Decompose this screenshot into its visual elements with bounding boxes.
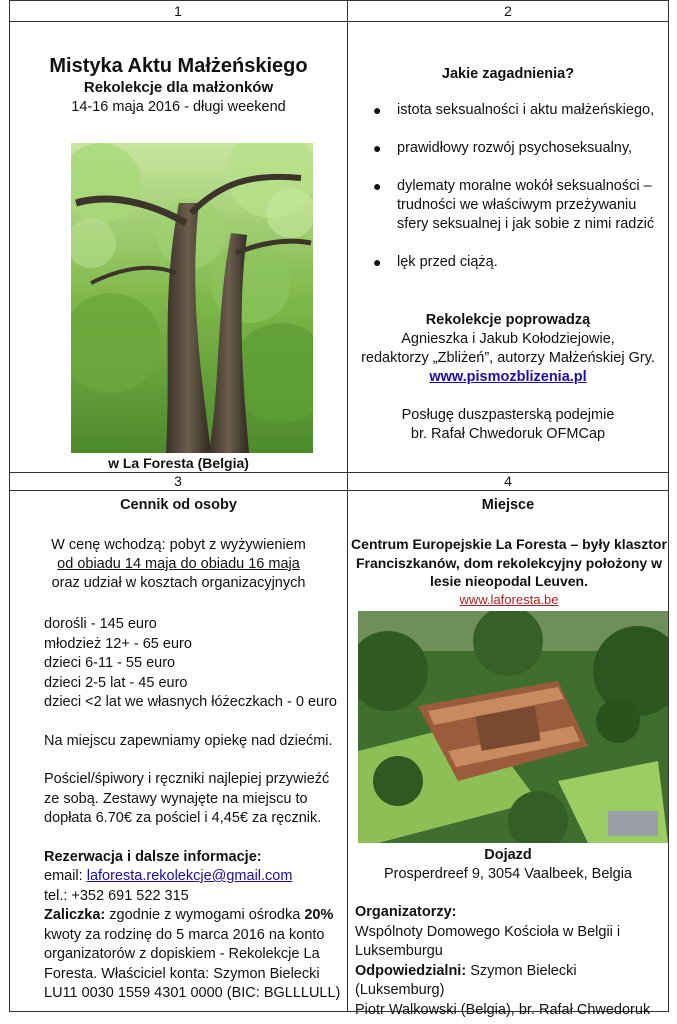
responsible-line-1: Odpowiedzialni: Szymon Bielecki (Luksemburg): [355, 962, 577, 998]
forest-photo-illustration: [71, 143, 313, 453]
list-item: dzieci 6-11 - 55 euro: [44, 655, 176, 671]
topics-list: [367, 101, 663, 291]
organizers-heading: Organizatorzy:: [355, 904, 457, 920]
row-header-line-2: [9, 490, 669, 491]
list-item: młodzież 12+ - 65 euro: [44, 635, 192, 652]
retreat-title: Mistyka Aktu Małżeńskiego: [49, 55, 308, 77]
venue-name: Centrum Europejskie La Foresta – były klasztor Franciszkanów, dom rekolekcyjny położony w lesie nieopodal Leuven.: [351, 536, 667, 589]
pricing-list: [44, 615, 344, 1004]
list-item: dorośli - 145 euro: [44, 616, 157, 632]
pastoral-line-1: Posługę duszpasterską podejmie: [401, 407, 615, 423]
pastoral-line-2: br. Rafał Chwedoruk OFMCap: [410, 426, 606, 442]
retreat-location: w La Foresta (Belgia): [108, 455, 249, 471]
directions-block: [348, 846, 668, 884]
laforesta-website-link[interactable]: www.laforesta.be: [459, 591, 559, 607]
table-border-right: [668, 0, 669, 1012]
pricing-intro-line-1: W cenę wchodzą: pobyt z wyżywieniem: [51, 537, 306, 553]
bullet-icon: ●: [373, 254, 382, 270]
reservation-heading: Rezerwacja i dalsze informacje:: [44, 848, 262, 865]
phone-line: tel.: +352 691 522 315: [44, 887, 189, 904]
list-item: dzieci <2 lat we własnych łóżeczkach - 0 euro: [44, 694, 337, 710]
pricing-intro-line-3: oraz udział w kosztach organizacyjnych: [51, 575, 306, 591]
leaders-names: Agnieszka i Jakub Kołodziejowie,: [401, 331, 615, 347]
retreat-subtitle: Rekolekcje dla małżonków: [83, 79, 274, 96]
zblizenia-website-link[interactable]: www.pismozblizenia.pl: [429, 369, 587, 385]
retreat-dates: 14-16 maja 2016 - długi weekend: [71, 99, 286, 115]
venue-address: Prosperdreef 9, 3054 Vaalbeek, Belgia: [383, 866, 632, 882]
leaders-block: [348, 311, 668, 444]
responsible-line-2: Piotr Walkowski (Belgia), br. Rafał Chwedoruk: [355, 1001, 651, 1018]
email-link[interactable]: laforesta.rekolekcje@gmail.com: [86, 868, 293, 884]
organizers-names: Wspólnoty Domowego Kościoła w Belgii i Luksemburgu: [355, 923, 621, 959]
leaders-role: redaktorzy „Zbliżeń”, autorzy Małżeńskiej Gry.: [361, 350, 655, 366]
row-header-line-1: [9, 21, 669, 22]
cell-number-1: 1: [174, 3, 182, 19]
leaders-heading: Rekolekcje poprowadzą: [425, 312, 591, 328]
bullet-icon: ●: [373, 178, 382, 194]
pricing-intro: [10, 536, 347, 593]
poster-table: [9, 0, 669, 1018]
list-item: ● lęk przed ciążą.: [373, 254, 498, 270]
aerial-photo-illustration: [358, 611, 668, 843]
pricing-heading: Cennik od osoby: [120, 497, 237, 513]
deposit-info: Zaliczka: zgodnie z wymogami ośrodka 20% kwoty za rodzinę do 5 marca 2016 na konto organizatorów z dopiskiem - Rekolekcje La Foresta. Właściciel konta: Szymon Bielecki LU11 0030 1559 4301 0000 (BIC: BGLLLULL): [44, 907, 341, 1001]
venue-heading: Miejsce: [481, 497, 535, 513]
bullet-icon: ●: [373, 102, 382, 118]
list-item: ● istota seksualności i aktu małżeńskiego,: [373, 102, 655, 118]
organizers-block: [355, 903, 667, 1020]
list-item: ● dylematy moralne wokół seksualności – trudności we właściwym przeżywaniu sfery seksualnej i jak sobie z nimi radzić: [373, 178, 655, 232]
pricing-intro-line-2: od obiadu 14 maja do obiadu 16 maja: [57, 556, 300, 572]
aerial-monastery-photo: [358, 611, 668, 843]
bullet-icon: ●: [373, 140, 382, 156]
email-line: email: laforesta.rekolekcje@gmail.com: [44, 868, 293, 884]
topics-heading: Jakie zagadnienia?: [441, 66, 575, 82]
list-item: ● prawidłowy rozwój psychoseksualny,: [373, 140, 633, 156]
childcare-note: Na miejscu zapewniamy opiekę nad dziećmi.: [44, 732, 333, 749]
cell-number-2: 2: [504, 3, 512, 19]
cell-number-4: 4: [504, 473, 512, 489]
bedding-note: Pościel/śpiwory i ręczniki najlepiej przywieźć ze sobą. Zestawy wynajęte na miejscu to dopłata 6.70€ za pościel i 4,45€ za ręcznik.: [44, 771, 330, 826]
cell-1-retreat-intro: [10, 54, 347, 117]
list-item: dzieci 2-5 lat - 45 euro: [44, 674, 188, 691]
venue-description: [351, 535, 667, 609]
forest-trees-photo: [71, 143, 313, 453]
cell-number-3: 3: [174, 473, 182, 489]
directions-heading: Dojazd: [484, 847, 532, 863]
